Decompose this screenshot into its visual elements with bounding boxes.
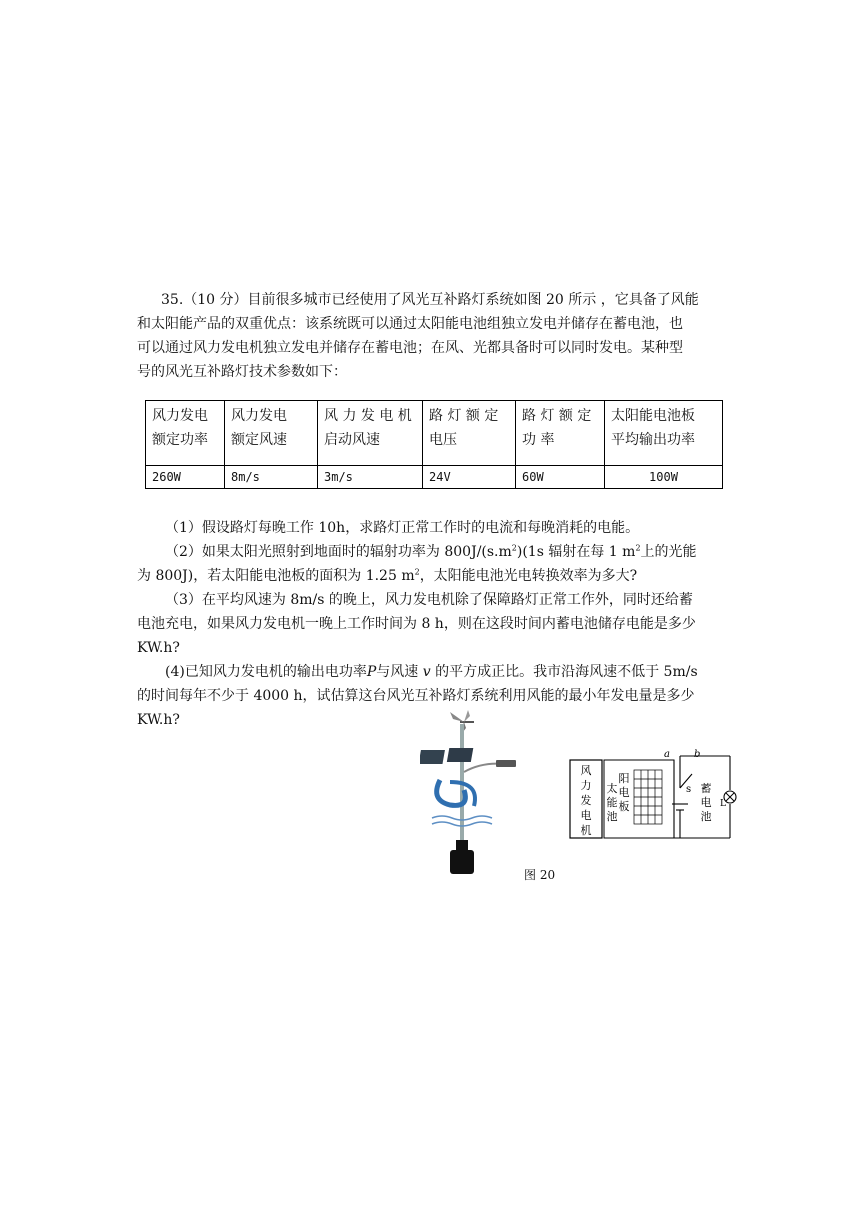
sub-question-4-cont: KW.h? (137, 712, 180, 728)
switch-label-b: b (694, 749, 701, 760)
header-line: 路 灯 额 定 (522, 408, 592, 424)
q4-text: (4)已知风力发电机的输出电功率 (165, 664, 367, 680)
table-header-cell (605, 401, 723, 466)
table-cell: 260W (146, 466, 225, 489)
header-line: 平均输出功率 (611, 432, 695, 448)
table-header-cell (318, 401, 423, 466)
q4-var: v (422, 664, 431, 680)
sub-question-3-cont: 电池充电，如果风力发电机一晚上工作时间为 8 h，则在这段时间内蓄电池储存电能是多少 (137, 616, 696, 632)
sub-question-3: （3）在平均风速为 8m/s 的晚上，风力发电机除了保障路灯正常工作外，同时还给蓄 (165, 592, 693, 608)
q2-text: 为 800J)，若太阳能电池板的面积为 1.25 m (137, 568, 415, 584)
header-line: 太阳能电池板 (611, 408, 695, 424)
header-line: 额定功率 (152, 432, 208, 448)
lamp-label: L (720, 799, 726, 809)
svg-text:阳: 阳 (618, 772, 630, 785)
sub-question-2-cont (137, 564, 737, 588)
q2-text: )(1s 辐射在每 1 m (516, 544, 636, 560)
table-cell: 3m/s (318, 466, 423, 489)
table-header-cell (146, 401, 225, 466)
svg-text:电: 电 (618, 786, 630, 799)
header-line: 额定风速 (231, 432, 287, 448)
sub-question-2 (137, 540, 737, 564)
svg-text:池: 池 (606, 810, 618, 823)
table-cell: 60W (516, 466, 605, 489)
parameter-table (145, 400, 723, 489)
q4-text: 的平方成正比。我市沿海风速不低于 5m/s (435, 664, 698, 680)
wind-generator-label (581, 764, 592, 837)
table-header-row (146, 401, 723, 466)
header-line: 电压 (429, 432, 457, 448)
table-header-cell (516, 401, 605, 466)
svg-text:发: 发 (580, 794, 592, 807)
table-header-cell (225, 401, 318, 466)
header-line: 风力发电 (152, 408, 208, 424)
sub-question-1: （1）假设路灯每晚工作 10h，求路灯正常工作时的电流和每晚消耗的电能。 (165, 520, 640, 536)
q2-text: ，太阳能电池光电转换效率为多大? (419, 568, 638, 584)
intro-line: 35.（10 分）目前很多城市已经使用了风光互补路灯系统如图 20 所示 ，它具备了风能 (161, 292, 699, 308)
header-line: 启动风速 (324, 432, 380, 448)
table-cell: 8m/s (225, 466, 318, 489)
table-value-row (146, 466, 723, 489)
q2-text: （2）如果太阳光照射到地面时的辐射功率为 800J/(s.m (165, 544, 512, 560)
superscript: 2 (511, 543, 517, 553)
switch-label-s: s (686, 784, 692, 795)
solar-panel-label (607, 772, 630, 823)
svg-text:风: 风 (580, 764, 592, 777)
battery-label (701, 781, 712, 823)
svg-text:蓄: 蓄 (700, 782, 712, 795)
svg-text:力: 力 (580, 779, 592, 792)
intro-line: 和太阳能产品的双重优点：该系统既可以通过太阳能电池组独立发电并储存在蓄电池，也 (137, 316, 683, 332)
svg-text:太: 太 (606, 782, 618, 795)
sub-question-3-cont: KW.h? (137, 640, 180, 656)
svg-text:板: 板 (618, 800, 630, 813)
sub-question-4 (137, 660, 737, 684)
svg-text:池: 池 (700, 810, 712, 823)
superscript: 2 (635, 543, 641, 553)
wind-solar-streetlamp-illustration (420, 710, 520, 880)
table-cell: 24V (423, 466, 516, 489)
switch-label-a: a (664, 749, 670, 760)
table-header-cell (423, 401, 516, 466)
circuit-diagram (568, 748, 740, 848)
superscript: 2 (414, 567, 420, 577)
q2-text: 上的光能 (640, 544, 697, 560)
svg-text:机: 机 (580, 824, 592, 837)
table-cell: 100W (605, 466, 723, 489)
header-line: 功 率 (522, 432, 555, 448)
intro-line: 号的风光互补路灯技术参数如下： (137, 364, 347, 380)
intro-line: 可以通过风力发电机独立发电并储存在蓄电池；在风、光都具备时可以同时发电。某种型 (137, 340, 683, 356)
q4-var: P (366, 664, 377, 680)
figure-caption: 图 20 (524, 868, 556, 882)
q4-text: 与风速 (376, 664, 419, 680)
solar-panel-grid (634, 770, 662, 824)
svg-text:电: 电 (580, 809, 592, 822)
svg-text:能: 能 (606, 796, 618, 809)
header-line: 路 灯 额 定 (429, 408, 499, 424)
sub-question-4-cont: 的时间每年不少于 4000 h，试估算这台风光互补路灯系统利用风能的最小年发电量是多少 (137, 688, 695, 704)
header-line: 风 力 发 电 机 (324, 408, 412, 424)
header-line: 风力发电 (231, 408, 287, 424)
svg-text:电: 电 (700, 796, 712, 809)
